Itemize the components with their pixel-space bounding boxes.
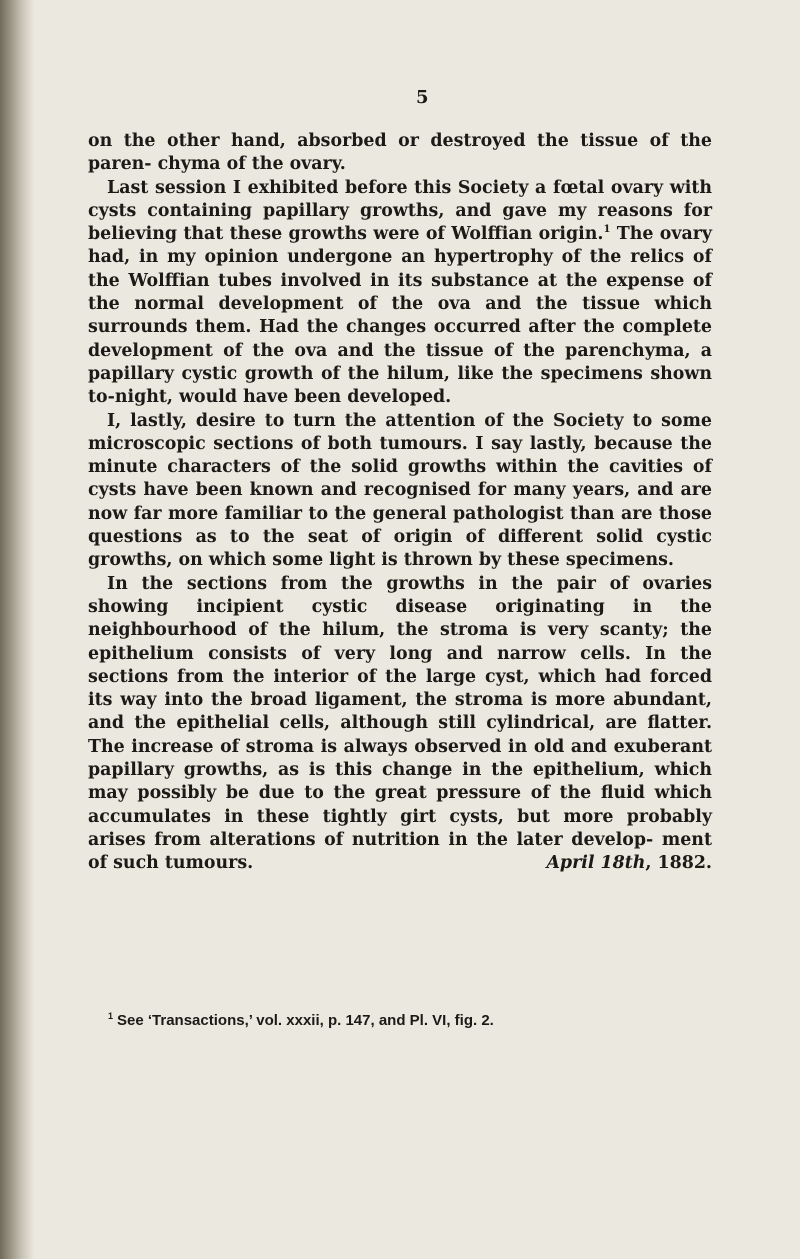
paragraph-continuation: on the other hand, absorbed or destroyed the tissue of the paren- chyma of the ovary. bbox=[88, 131, 712, 175]
paragraph-sections-findings-text: In the sections from the growths in the pair of ovaries showing incipient cystic disease originating in the neighbourhood of the hilum, the stroma is very scanty; the epithelium consists of very long and narrow cells. In the sections from the interior of the large cyst, which had forced its way into the broad ligament, the stroma is more abundant, and the epithelial cells, although still cylindrical, are flatter. The increase of stroma is always observed in old and exuberant papillary growths, as is this change in the epithelium, which may possibly be due to the great pressure of the fluid which accumulates in these tightly girt cysts, but more probably arises from alterations of nutrition in the later develop- ment of such tumours. bbox=[88, 573, 712, 874]
sign-off-day: 18th bbox=[600, 853, 646, 874]
footnote bbox=[108, 1006, 698, 1031]
page-number: 5 bbox=[415, 87, 430, 108]
paragraph-last-session bbox=[88, 177, 712, 410]
paragraph-last-session-text: Last session I exhibited before this Society a fœtal ovary with cysts containing papillary growths, and gave my reasons for believing that these growths were of Wolffian origin. bbox=[88, 177, 712, 245]
paragraph-sections-findings bbox=[88, 573, 712, 876]
book-binding-shadow bbox=[0, 0, 34, 1259]
sign-off-year: , 1882. bbox=[645, 853, 712, 874]
footnote-text: See ‘Transactions,’ vol. xxxii, p. 147, and Pl. VI, fig. 2. bbox=[117, 1012, 494, 1029]
body-text bbox=[88, 130, 712, 876]
paragraph-ovary-hypertrophy: The ovary had, in my opinion undergone an hypertrophy of the relics of the Wolffian tubes involved in its substance at the expense of the normal development of the ova and the tissue which surrounds them. Had the changes occurred after the complete development of the ova and the tissue of the parenchyma, a papillary cystic growth of the hilum, like the specimens shown to-night, would have been developed. bbox=[88, 224, 712, 408]
footnote-reference: 1 bbox=[603, 224, 611, 236]
sign-off-month: April bbox=[546, 853, 595, 874]
footnote-marker: 1 bbox=[108, 1011, 114, 1021]
paragraph-microscopic-sections: I, lastly, desire to turn the attention of the Society to some microscopic sections of both tumours. I say lastly, because the minute characters of the solid growths within the cavities of cysts have been known and recognised for many years, and are now far more familiar to the general pathologist than are those questions as to the seat of origin of different solid cystic growths, on which some light is thrown by these specimens. bbox=[88, 410, 712, 571]
date-sign-off bbox=[527, 852, 712, 875]
